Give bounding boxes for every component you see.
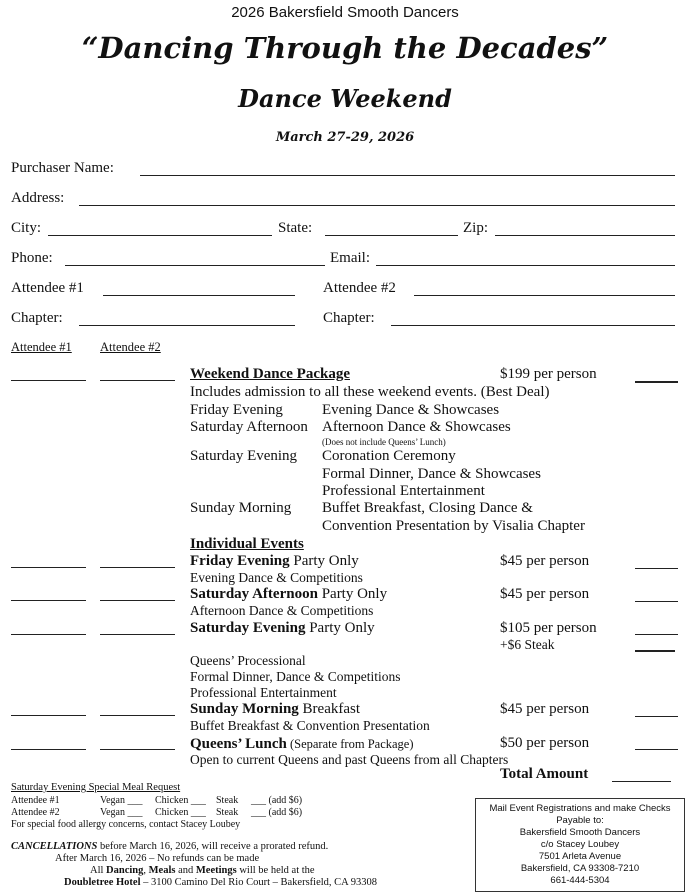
event-price: $105 per person (500, 620, 597, 636)
purchaser-name-field[interactable] (140, 175, 675, 176)
event-name-bold: Saturday Afternoon (190, 586, 318, 602)
event-title: “Dancing Through the Decades” (81, 31, 609, 65)
event-price: $50 per person (500, 735, 590, 751)
hotel-line (64, 877, 377, 888)
event-name (190, 735, 414, 753)
schedule-when: Friday Evening (190, 402, 283, 418)
event-qty1[interactable] (11, 567, 86, 568)
event-amount[interactable] (635, 601, 678, 602)
mail-line: Bakersfield, CA 93308-7210 (520, 863, 640, 874)
package-qty2[interactable] (100, 380, 175, 381)
schedule-what: Afternoon Dance & Showcases (322, 419, 511, 435)
event-name-bold: Saturday Evening (190, 620, 306, 636)
venue-meals: Meals (148, 865, 176, 876)
event-dates: March 27-29, 2026 (275, 130, 415, 145)
event-name (190, 553, 359, 570)
event-amount[interactable] (635, 568, 678, 569)
mail-line: c/o Stacey Loubey (540, 839, 620, 850)
event-qty2[interactable] (100, 749, 175, 750)
package-amount[interactable] (635, 381, 678, 383)
mail-box-text (476, 803, 684, 887)
venue-meetings: Meetings (195, 865, 237, 876)
event-amount[interactable] (635, 749, 678, 750)
schedule-when: Saturday Afternoon (190, 419, 308, 435)
state-label: State: (278, 220, 313, 236)
event-desc: Formal Dinner, Dance & Competitions (190, 669, 401, 684)
meal-steak-blank[interactable]: ___ (add $6) (251, 795, 303, 806)
zip-label: Zip: (463, 220, 488, 236)
cancellation-keyword: CANCELLATIONS (11, 841, 98, 852)
schedule-what: Convention Presentation by Visalia Chapter (322, 518, 585, 534)
event-name-suffix: Breakfast (298, 701, 361, 717)
phone-field[interactable] (65, 265, 325, 266)
mail-line: Payable to: (556, 815, 604, 826)
event-qty2[interactable] (100, 715, 175, 716)
venue-dancing: Dancing (106, 865, 144, 876)
event-qty2[interactable] (100, 634, 175, 635)
event-amount[interactable] (635, 716, 678, 717)
cancellation-text: before March 16, 2026, will receive a prorated refund. (97, 841, 329, 852)
zip-field[interactable] (495, 235, 675, 236)
venue-text: will be held at the (236, 865, 315, 876)
phone-label: Phone: (11, 250, 53, 266)
event-name-bold: Sunday Morning (190, 701, 299, 717)
city-field[interactable] (48, 235, 272, 236)
state-field[interactable] (325, 235, 458, 236)
chapter2-label: Chapter: (323, 310, 375, 326)
individual-heading: Individual Events (190, 536, 304, 552)
schedule-when: Sunday Morning (190, 500, 292, 516)
hotel-name: Doubletree Hotel (64, 877, 141, 888)
event-desc: Buffet Breakfast & Convention Presentation (190, 718, 430, 733)
event-name-suffix: Party Only (289, 553, 359, 569)
attendee1-field[interactable] (103, 295, 295, 296)
meal-row-label: Attendee #2 (11, 807, 60, 818)
allergy-note: For special food allergy concerns, contact Stacey Loubey (11, 819, 241, 830)
mail-line: 7501 Arleta Avenue (538, 851, 622, 862)
package-qty1[interactable] (11, 380, 86, 381)
meal-heading: Saturday Evening Special Meal Request (11, 782, 181, 793)
event-name-bold: Queens’ Lunch (190, 736, 287, 752)
mail-line: Bakersfield Smooth Dancers (519, 827, 641, 838)
event-qty1[interactable] (11, 749, 86, 750)
schedule-what: Evening Dance & Showcases (322, 402, 500, 418)
event-qty2[interactable] (100, 600, 175, 601)
address-field[interactable] (79, 205, 675, 206)
event-name (190, 620, 375, 637)
schedule-note: (Does not include Queens’ Lunch) (322, 437, 446, 447)
total-amount-field[interactable] (612, 781, 671, 782)
address-label: Address: (11, 190, 65, 206)
package-title: Weekend Dance Package (190, 366, 350, 382)
event-price: $45 per person (500, 701, 590, 717)
mail-instructions-box (475, 798, 685, 892)
meal-vegan[interactable]: Vegan ___ (100, 807, 143, 818)
event-desc: Afternoon Dance & Competitions (190, 603, 374, 618)
email-label: Email: (330, 250, 370, 266)
package-price: $199 per person (500, 366, 597, 382)
total-label: Total Amount (500, 766, 589, 782)
event-name (190, 701, 360, 718)
mail-line: 661-444-5304 (550, 875, 610, 886)
event-qty1[interactable] (11, 715, 86, 716)
event-desc: Queens’ Processional (190, 653, 306, 668)
event-desc: Evening Dance & Competitions (190, 570, 363, 585)
mail-line: Mail Event Registrations and make Checks (489, 803, 671, 814)
event-price: $45 per person (500, 553, 590, 569)
event-name-bold: Friday Evening (190, 553, 290, 569)
schedule-what: Coronation Ceremony (322, 448, 456, 464)
event-qty1[interactable] (11, 600, 86, 601)
event-name-suffix: Party Only (305, 620, 375, 636)
event-name-suffix: (Separate from Package) (286, 737, 414, 751)
purchaser-name-label: Purchaser Name: (11, 160, 114, 176)
schedule-what: Buffet Breakfast, Closing Dance & (322, 500, 533, 516)
meal-vegan[interactable]: Vegan ___ (100, 795, 143, 806)
venue-text: All (90, 865, 107, 876)
event-name (190, 586, 387, 603)
event-name-suffix: Party Only (317, 586, 388, 602)
event-qty2[interactable] (100, 567, 175, 568)
venue-text: and (175, 865, 196, 876)
venue-line (90, 865, 315, 876)
col-attendee1-header: Attendee #1 (11, 340, 72, 354)
meal-steak-blank[interactable]: ___ (add $6) (251, 807, 303, 818)
cancellation-line2: After March 16, 2026 – No refunds can be made (55, 853, 260, 864)
meal-steak: Steak (216, 795, 239, 806)
col-attendee2-header: Attendee #2 (100, 340, 161, 354)
event-extra: +$6 Steak (500, 637, 555, 652)
meal-chicken[interactable]: Chicken ___ (155, 807, 206, 818)
meal-steak: Steak (216, 807, 239, 818)
event-desc: Professional Entertainment (190, 685, 337, 700)
steak-amount[interactable] (635, 650, 675, 652)
meal-row-label: Attendee #1 (11, 795, 60, 806)
event-qty1[interactable] (11, 634, 86, 635)
chapter1-label: Chapter: (11, 310, 63, 326)
attendee2-label: Attendee #2 (323, 280, 396, 296)
cancellation-line1 (11, 841, 328, 852)
hotel-address: – 3100 Camino Del Rio Court – Bakersfield, CA 93308 (140, 877, 378, 888)
venue-text: , (143, 865, 149, 876)
event-price: $45 per person (500, 586, 590, 602)
package-desc: Includes admission to all these weekend events. (Best Deal) (190, 384, 550, 400)
email-field[interactable] (376, 265, 675, 266)
schedule-when: Saturday Evening (190, 448, 298, 464)
chapter2-field[interactable] (391, 325, 675, 326)
chapter1-field[interactable] (79, 325, 295, 326)
event-subtitle: Dance Weekend (238, 84, 452, 113)
attendee2-field[interactable] (414, 295, 675, 296)
schedule-what: Professional Entertainment (322, 483, 485, 499)
schedule-what: Formal Dinner, Dance & Showcases (322, 466, 541, 482)
attendee1-label: Attendee #1 (11, 280, 84, 296)
city-label: City: (11, 220, 42, 236)
event-desc: Open to current Queens and past Queens from all Chapters (190, 752, 509, 767)
event-amount[interactable] (635, 634, 678, 635)
org-line: 2026 Bakersfield Smooth Dancers (231, 4, 459, 21)
meal-chicken[interactable]: Chicken ___ (155, 795, 206, 806)
